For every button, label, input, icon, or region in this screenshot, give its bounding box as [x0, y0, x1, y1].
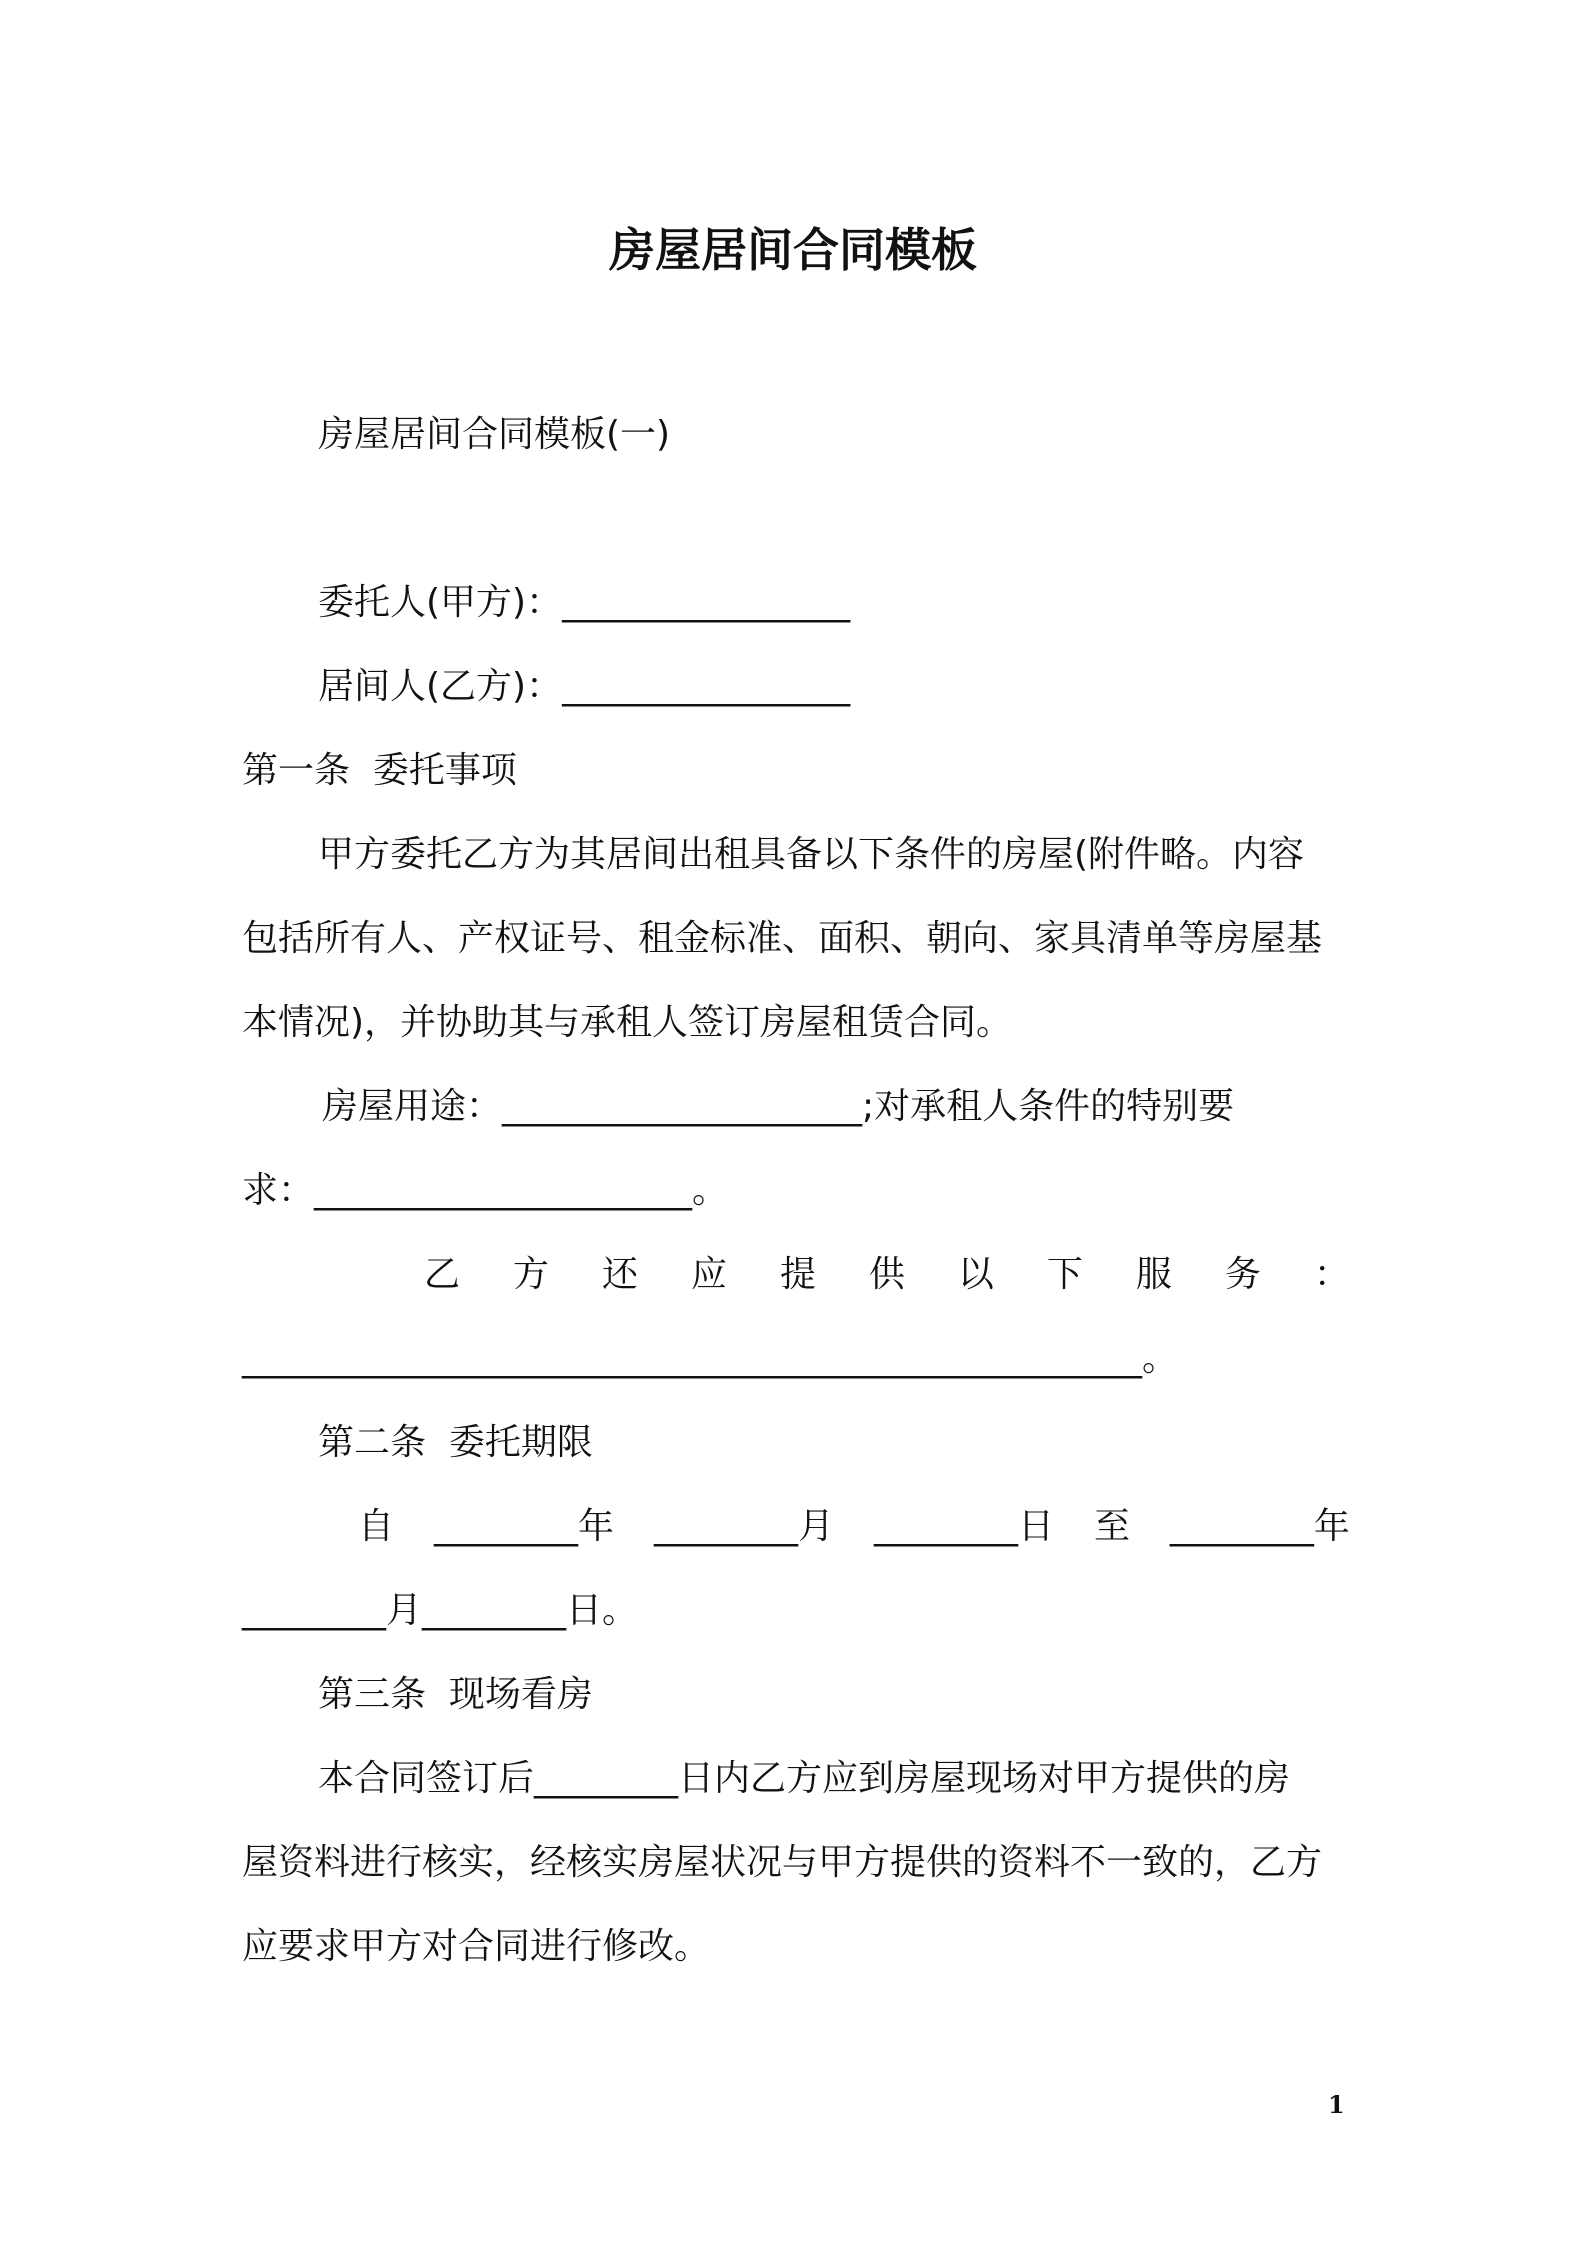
term-line-1 [358, 1504, 1350, 1550]
term-line-2: ________月________日。 [242, 1590, 639, 1631]
service-line-1 [424, 1252, 1350, 1298]
article-1-paragraph-line-1: 甲方委托乙方为其居间出租具备以下条件的房屋(附件略。内容 [318, 834, 1305, 875]
service-line-2: __________________________________________________。 [242, 1338, 1178, 1379]
article-1-heading: 第一条 委托事项 [242, 750, 517, 791]
article-1-paragraph-line-2: 包括所有人、产权证号、租金标准、面积、朝向、家具清单等房屋基 [242, 918, 1323, 959]
house-use-line-1: 房屋用途：____________________;对承租人条件的特别要 [322, 1086, 1235, 1127]
term-segment: ________年 [433, 1506, 614, 1547]
service-char: ： [1313, 1254, 1350, 1295]
party-a-line: 委托人(甲方)：________________ [318, 582, 851, 623]
article-1-paragraph-line-3: 本情况)，并协助其与承租人签订房屋租赁合同。 [242, 1002, 1013, 1043]
article-2-heading: 第二条 委托期限 [318, 1422, 593, 1463]
article-3-line-2: 屋资料进行核实，经核实房屋状况与甲方提供的资料不一致的，乙方 [242, 1842, 1323, 1883]
service-char: 下 [1046, 1254, 1083, 1295]
term-segment: 至 [1093, 1506, 1130, 1547]
page-number: 1 [1328, 2090, 1345, 2119]
document-title: 房屋居间合同模板 [609, 223, 977, 277]
article-3-line-3: 应要求甲方对合同进行修改。 [242, 1926, 711, 1967]
service-char: 以 [957, 1254, 994, 1295]
party-b-line: 居间人(乙方)：________________ [318, 666, 851, 707]
service-char: 还 [601, 1254, 638, 1295]
article-3-line-1: 本合同签订后________日内乙方应到房屋现场对甲方提供的房 [318, 1758, 1291, 1799]
service-char: 方 [512, 1254, 549, 1295]
service-char: 提 [779, 1254, 816, 1295]
service-char: 供 [868, 1254, 905, 1295]
service-char: 务 [1224, 1254, 1261, 1295]
term-segment: ________年 [1169, 1506, 1350, 1547]
term-segment: 自 [358, 1506, 395, 1547]
term-segment: ________日 [873, 1506, 1054, 1547]
subtitle: 房屋居间合同模板(一) [318, 414, 671, 455]
service-char: 服 [1135, 1254, 1172, 1295]
service-char: 应 [690, 1254, 727, 1295]
house-use-line-2: 求：_____________________。 [242, 1170, 729, 1211]
term-segment: ________月 [653, 1506, 834, 1547]
service-char: 乙 [424, 1254, 461, 1295]
article-3-heading: 第三条 现场看房 [318, 1674, 593, 1715]
